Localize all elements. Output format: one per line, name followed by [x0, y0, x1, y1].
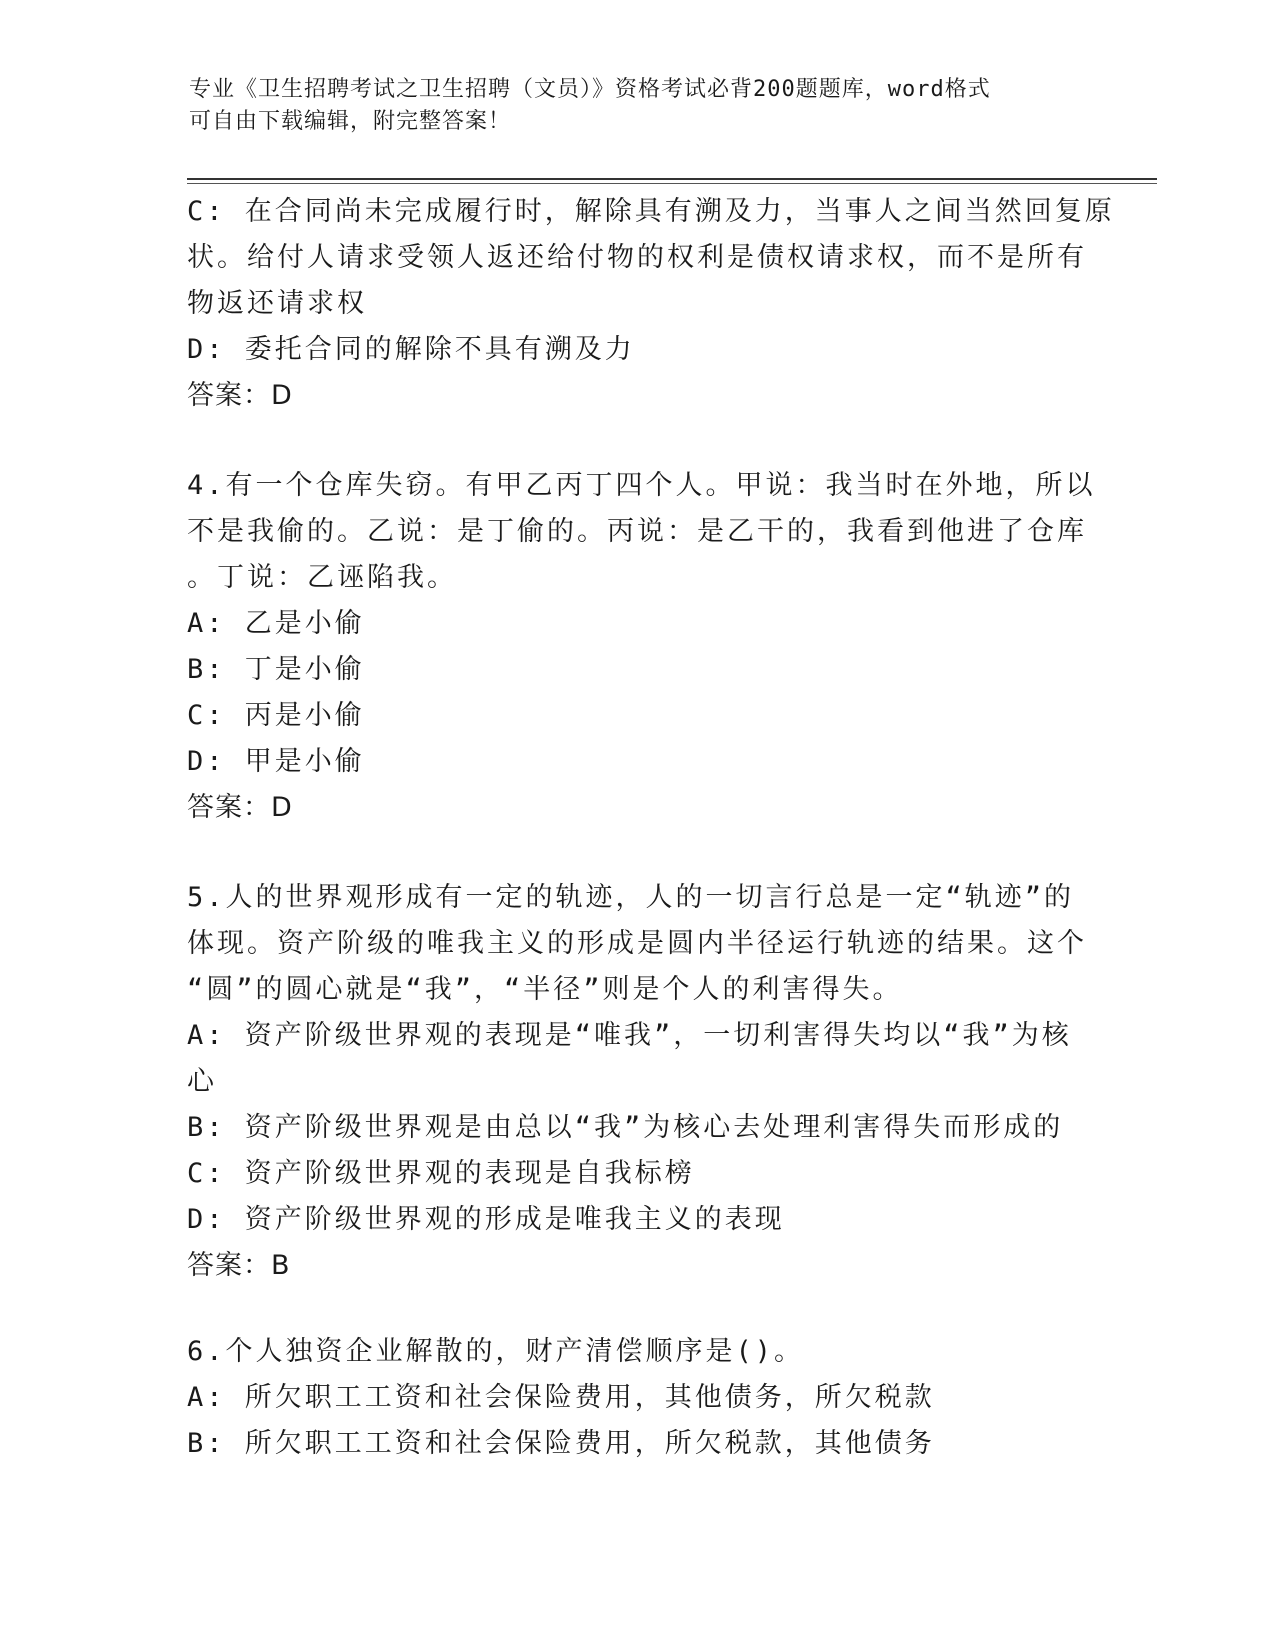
option-c-line-1: C: 在合同尚未完成履行时，解除具有溯及力，当事人之间当然回复原: [187, 196, 1115, 227]
spacer: [187, 1289, 1087, 1329]
question-stem-line-2: 不是我偷的。乙说：是丁偷的。丙说：是乙干的，我看到他进了仓库: [187, 516, 1087, 547]
header-line-1: 专业《卫生招聘考试之卫生招聘（文员）》资格考试必背200题题库，word格式: [189, 77, 991, 102]
option-d: D: 甲是小偷: [187, 746, 365, 777]
option-a-line-2: 心: [187, 1066, 217, 1097]
option-c-line-2: 状。给付人请求受领人返还给付物的权利是债权请求权，而不是所有: [187, 242, 1087, 273]
spacer: [187, 419, 1087, 463]
question-stem-line-2: 体现。资产阶级的唯我主义的形成是圆内半径运行轨迹的结果。这个: [187, 928, 1087, 959]
question-stem-line-3: “圆”的圆心就是“我”，“半径”则是个人的利害得失。: [187, 974, 903, 1005]
option-a-line-1: A: 资产阶级世界观的表现是“唯我”，一切利害得失均以“我”为核: [187, 1020, 1072, 1051]
option-c: C: 资产阶级世界观的表现是自我标榜: [187, 1158, 695, 1189]
option-b: B: 丁是小偷: [187, 654, 365, 685]
option-d: D: 委托合同的解除不具有溯及力: [187, 334, 635, 365]
document-header: [189, 74, 1089, 138]
question-6: [187, 1329, 1087, 1467]
question-stem-line-1: 5.人的世界观形成有一定的轨迹，人的一切言行总是一定“轨迹”的: [187, 882, 1075, 913]
answer: 答案：D: [187, 380, 293, 411]
answer: 答案：D: [187, 792, 293, 823]
header-divider-thin: [187, 183, 1157, 184]
question-3-fragment: [187, 189, 1115, 419]
option-a: A: 所欠职工工资和社会保险费用，其他债务，所欠税款: [187, 1382, 935, 1413]
answer: 答案：B: [187, 1250, 291, 1281]
option-b: B: 所欠职工工资和社会保险费用，所欠税款，其他债务: [187, 1428, 935, 1459]
question-5: [187, 875, 1087, 1289]
header-line-2: 可自由下载编辑，附完整答案！: [189, 109, 512, 134]
question-4: [187, 463, 1096, 831]
option-d: D: 资产阶级世界观的形成是唯我主义的表现: [187, 1204, 785, 1235]
option-c: C: 丙是小偷: [187, 700, 365, 731]
spacer: [187, 831, 1087, 875]
question-list: [187, 189, 1115, 1467]
question-stem: 6.个人独资企业解散的，财产清偿顺序是()。: [187, 1336, 805, 1367]
header-divider-thick: [187, 178, 1157, 180]
option-a: A: 乙是小偷: [187, 608, 365, 639]
option-c-line-3: 物返还请求权: [187, 288, 367, 319]
question-stem-line-3: 。丁说：乙诬陷我。: [187, 562, 457, 593]
option-b: B: 资产阶级世界观是由总以“我”为核心去处理利害得失而形成的: [187, 1112, 1064, 1143]
question-stem-line-1: 4.有一个仓库失窃。有甲乙丙丁四个人。甲说：我当时在外地，所以: [187, 470, 1096, 501]
